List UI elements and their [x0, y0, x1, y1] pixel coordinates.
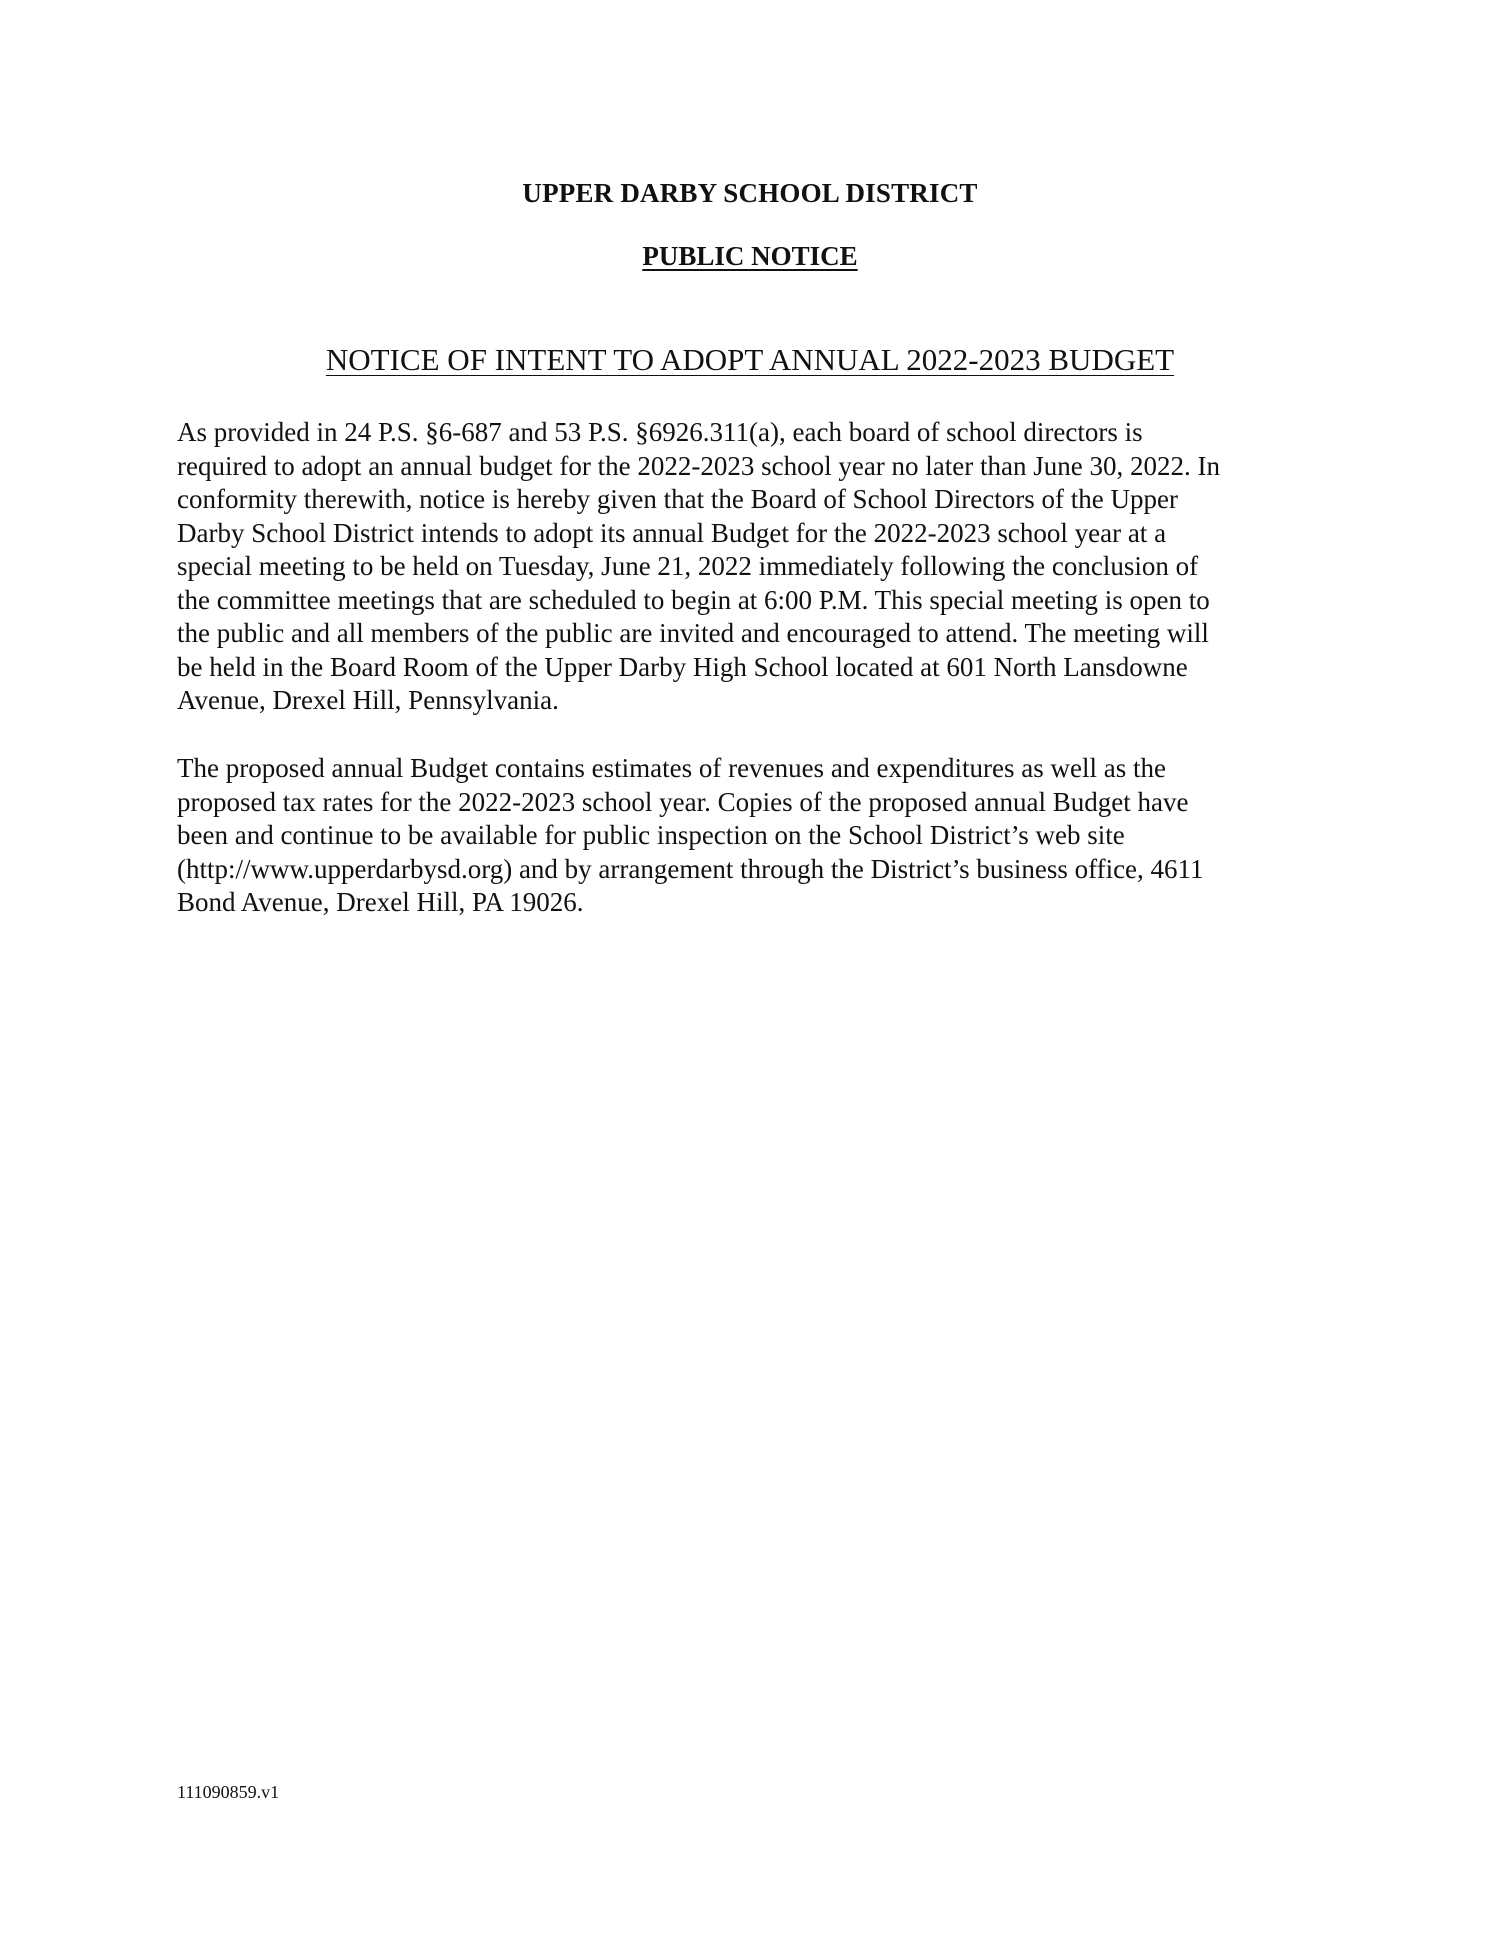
paragraph-line: As provided in 24 P.S. §6-687 and 53 P.S. §6926.311(a), each board of school directors is [177, 417, 1143, 447]
paragraph-line: been and continue to be available for public inspection on the School District’s web site [177, 820, 1125, 850]
paragraph-line: required to adopt an annual budget for the 2022-2023 school year no later than June 30, 2022. In [177, 450, 1220, 481]
paragraph-line: the committee meetings that are scheduled to begin at 6:00 P.M. This special meeting is open to [177, 584, 1210, 615]
paragraph-line: conformity therewith, notice is hereby given that the Board of School Directors of the Upper [177, 484, 1178, 514]
intent-heading: NOTICE OF INTENT TO ADOPT ANNUAL 2022-2023 BUDGET [325, 342, 1175, 377]
public-notice-heading: PUBLIC NOTICE [642, 241, 858, 271]
paragraph-line: be held in the Board Room of the Upper Darby High School located at 601 North Lansdowne [177, 651, 1188, 682]
paragraph-line: Darby School District intends to adopt its annual Budget for the 2022-2023 school year at a [177, 517, 1167, 548]
paragraph-line: the public and all members of the public are invited and encouraged to attend. The meeting will [177, 618, 1209, 648]
paragraph-line: special meeting to be held on Tuesday, June 21, 2022 immediately following the conclusion of [177, 551, 1199, 581]
paragraph-line: (http://www.upperdarbysd.org) and by arrangement through the District’s business office, 4611 [177, 853, 1204, 884]
paragraph-line: Bond Avenue, Drexel Hill, PA 19026. [177, 887, 584, 917]
district-heading: UPPER DARBY SCHOOL DISTRICT [522, 178, 978, 208]
paragraph-budget-availability [177, 752, 1327, 920]
document-id-footer: 111090859.v1 [177, 1782, 280, 1802]
paragraph-line: Avenue, Drexel Hill, Pennsylvania. [177, 685, 559, 715]
paragraph-line: The proposed annual Budget contains estimates of revenues and expenditures as well as the [177, 753, 1166, 783]
paragraph-line: proposed tax rates for the 2022-2023 school year. Copies of the proposed annual Budget have [177, 786, 1189, 817]
paragraph-meeting-notice [177, 416, 1327, 718]
